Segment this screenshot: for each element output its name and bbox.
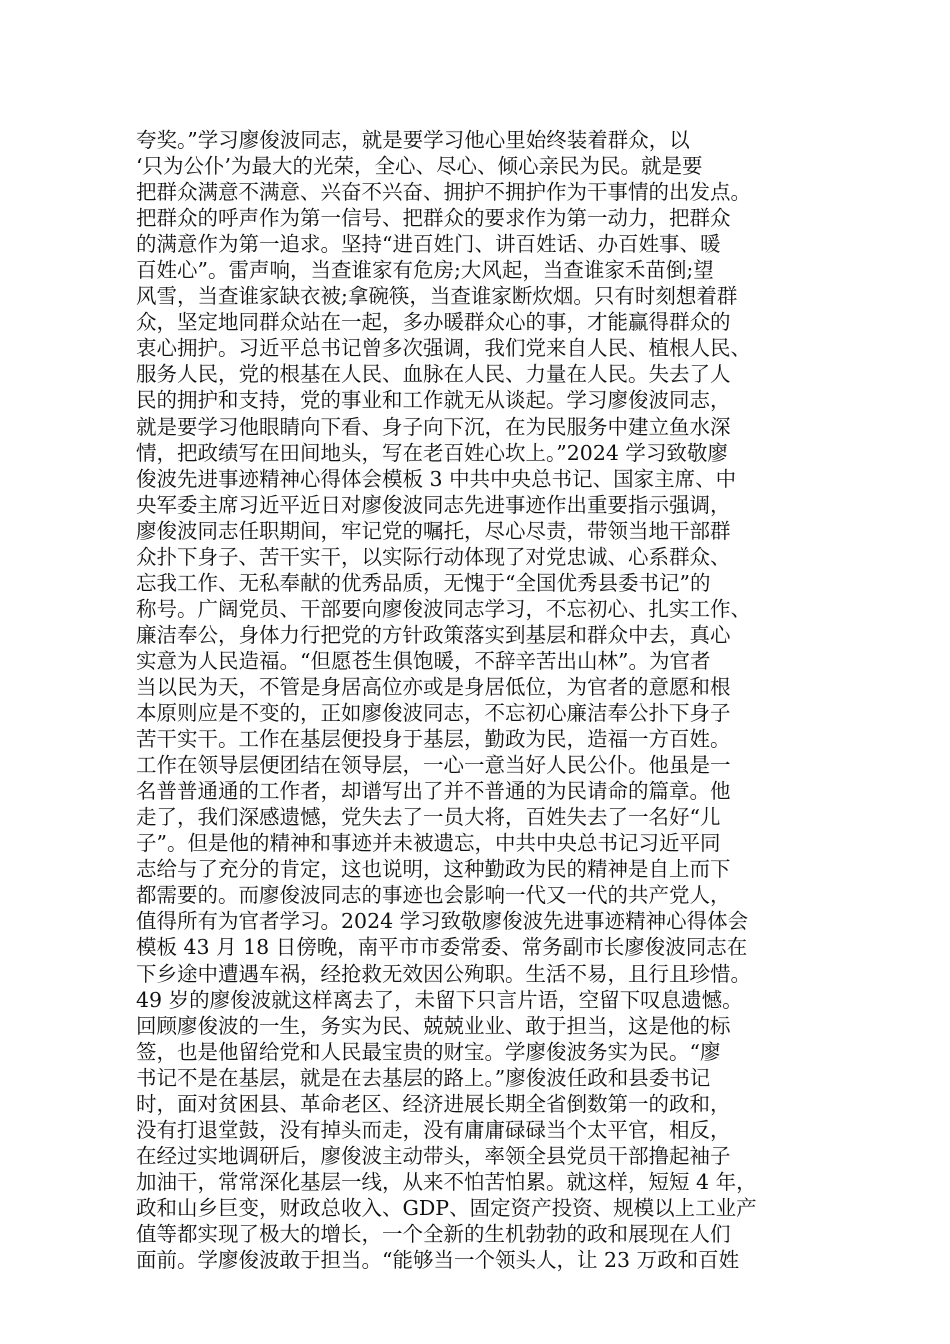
text-line: 走了，我们深感遗憾，党失去了一员大将，百姓失去了一名好“儿: [136, 805, 721, 830]
text-line: 苦干实干。工作在基层便投身于基层，勤政为民，造福一方百姓。: [136, 727, 731, 752]
text-line: 情，把政绩写在田间地头，写在老百姓心坎上。”2024 学习致敬廖: [136, 440, 728, 465]
text-line: 名普普通通的工作者，却谱写出了并不普通的为民请命的篇章。他: [136, 779, 731, 804]
text-line: 把群众的呼声作为第一信号、把群众的要求作为第一动力，把群众: [136, 206, 731, 231]
text-line: 风雪，当查谁家缺衣被;拿碗筷，当查谁家断炊烟。只有时刻想着群: [136, 284, 738, 309]
text-line: 加油干，常常深化基层一线，从来不怕苦怕累。就这样，短短 4 年，: [136, 1169, 757, 1194]
text-line: 值得所有为官者学习。2024 学习致敬廖俊波先进事迹精神心得体会: [136, 909, 749, 934]
text-line: 俊波先进事迹精神心得体会模板 3 中共中央总书记、国家主席、中: [136, 466, 737, 491]
text-line: 民的拥护和支持，党的事业和工作就无从谈起。学习廖俊波同志，: [136, 388, 731, 413]
text-line: 当以民为天，不管是身居高位亦或是身居低位，为官者的意愿和根: [136, 674, 731, 699]
text-line: 实意为人民造福。“但愿苍生俱饱暖，不辞辛苦出山林”。为官者: [136, 648, 711, 673]
text-line: 衷心拥护。习近平总书记曾多次强调，我们党来自人民、植根人民、: [136, 336, 751, 361]
text-line: 服务人民，党的根基在人民、血脉在人民、力量在人民。失去了人: [136, 362, 731, 387]
text-line: 夸奖。”学习廖俊波同志，就是要学习他心里始终装着群众，以: [136, 128, 690, 152]
text-line: 廖俊波同志任职期间，牢记党的嘱托，尽心尽责，带领当地干部群: [136, 518, 731, 543]
text-line: 书记不是在基层，就是在去基层的路上。”廖俊波任政和县委书记: [136, 1065, 711, 1090]
text-line: 工作在领导层便团结在领导层，一心一意当好人民公仆。他虽是一: [136, 753, 731, 778]
text-line: 都需要的。而廖俊波同志的事迹也会影响一代又一代的共产党人，: [136, 883, 731, 908]
text-line: 下乡途中遭遇车祸，经抢救无效因公殉职。生活不易，且行且珍惜。: [136, 961, 751, 986]
text-line: 回顾廖俊波的一生，务实为民、兢兢业业、敢于担当，这是他的标: [136, 1013, 731, 1038]
text-line: 政和山乡巨变，财政总收入、GDP、固定资产投资、规模以上工业产: [136, 1195, 757, 1220]
body-text: [136, 127, 826, 1273]
text-line: 模板 43 月 18 日傍晚，南平市市委常委、常务副市长廖俊波同志在: [136, 935, 748, 960]
text-line: 值等都实现了极大的增长，一个全新的生机勃勃的政和展现在人们: [136, 1221, 731, 1246]
text-line: 称号。广阔党员、干部要向廖俊波同志学习，不忘初心、扎实工作、: [136, 596, 751, 621]
text-line: 签，也是他留给党和人民最宝贵的财宝。学廖俊波务实为民。“廖: [136, 1039, 721, 1064]
text-line: 把群众满意不满意、兴奋不兴奋、拥护不拥护作为干事情的出发点。: [136, 180, 751, 205]
text-line: 时，面对贫困县、革命老区、经济进展长期全省倒数第一的政和，: [136, 1091, 731, 1116]
text-line: 49 岁的廖俊波就这样离去了，未留下只言片语，空留下叹息遗憾。: [136, 987, 743, 1012]
text-line: 就是要学习他眼睛向下看、身子向下沉，在为民服务中建立鱼水深: [136, 414, 731, 439]
text-line: 众，坚定地同群众站在一起，多办暖群众心的事，才能赢得群众的: [136, 310, 731, 335]
text-line: 众扑下身子、苦干实干，以实际行动体现了对党忠诚、心系群众、: [136, 544, 731, 569]
text-line: 志给与了充分的肯定，这也说明，这种勤政为民的精神是自上而下: [136, 857, 731, 882]
text-line: ‘只为公仆’为最大的光荣，全心、尽心、倾心亲民为民。就是要: [136, 154, 703, 179]
text-line: 面前。学廖俊波敢于担当。“能够当一个领头人，让 23 万政和百姓: [136, 1248, 740, 1273]
text-line: 子”。但是他的精神和事迹并未被遗忘，中共中央总书记习近平同: [136, 831, 721, 856]
text-line: 的满意作为第一追求。坚持“进百姓门、讲百姓话、办百姓事、暖: [136, 232, 721, 257]
text-line: 忘我工作、无私奉献的优秀品质，无愧于“全国优秀县委书记”的: [136, 570, 711, 595]
text-line: 廉洁奉公，身体力行把党的方针政策落实到基层和群众中去，真心: [136, 622, 731, 647]
text-line: 在经过实地调研后，廖俊波主动带头，率领全县党员干部撸起袖子: [136, 1143, 731, 1168]
text-line: 本原则应是不变的，正如廖俊波同志，不忘初心廉洁奉公扑下身子: [136, 701, 731, 726]
text-line: 央军委主席习近平近日对廖俊波同志先进事迹作出重要指示强调，: [136, 492, 731, 517]
text-line: 没有打退堂鼓，没有掉头而走，没有庸庸碌碌当个太平官，相反，: [136, 1117, 731, 1142]
text-line: 百姓心”。雷声响，当查谁家有危房;大风起，当查谁家禾苗倒;望: [136, 258, 714, 283]
